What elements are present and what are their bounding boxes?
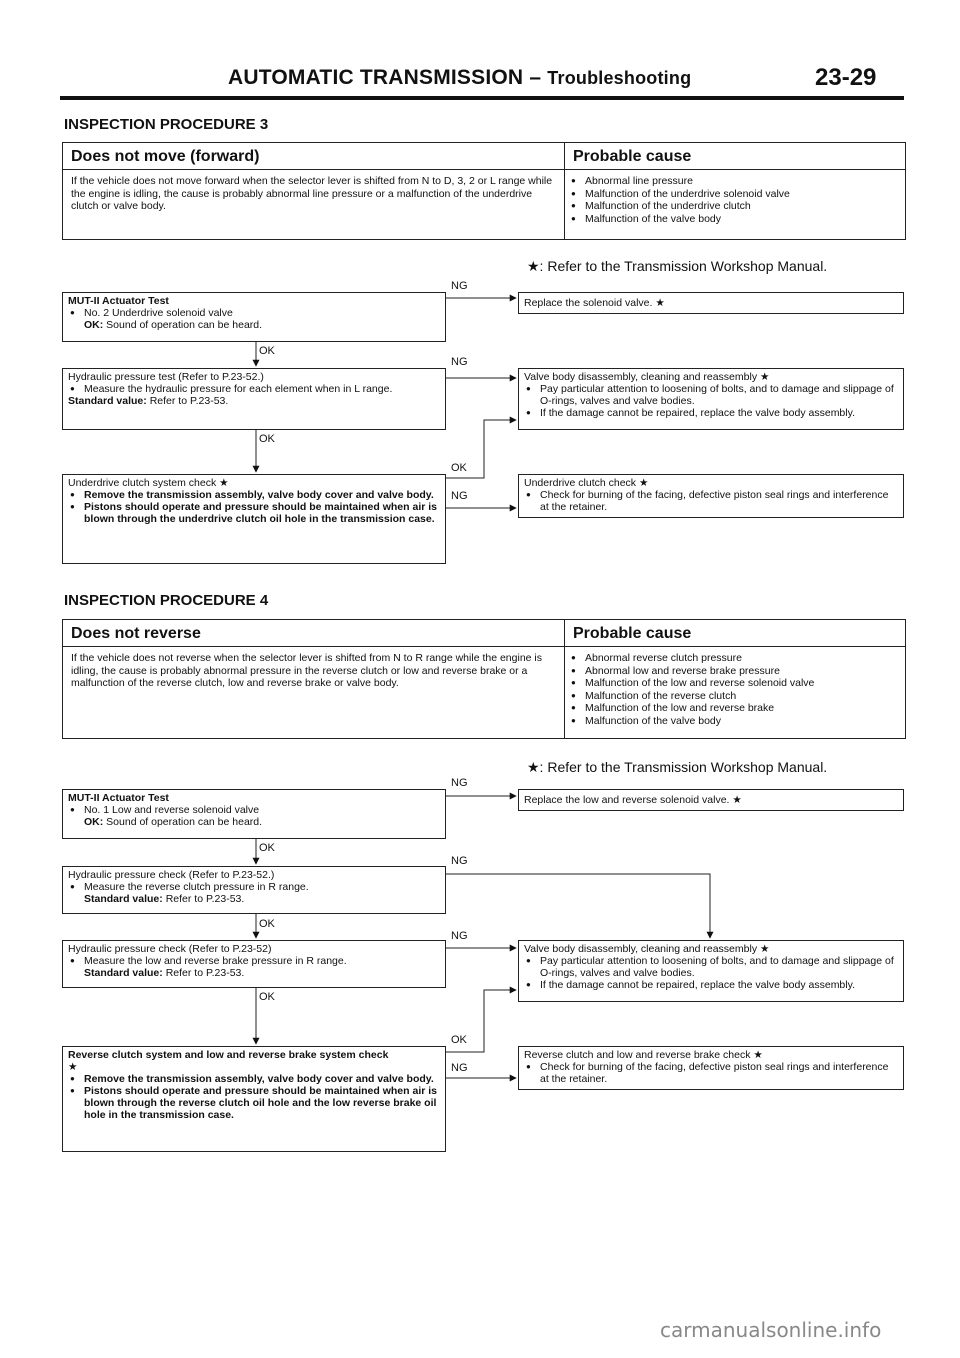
watermark: carmanualsonline.info — [660, 1318, 882, 1342]
proc3-ng-label-3: NG — [451, 490, 468, 502]
proc4-step4-ng-box: Reverse clutch and low and reverse brake check ★ ● Check for burning of the facing, defective piston seal rings and interference at the retainer. — [518, 1046, 904, 1090]
proc3-ok-label-2: OK — [259, 433, 275, 445]
proc4-ng-label-1: NG — [451, 777, 468, 789]
proc3-ng-label-1: NG — [451, 280, 468, 292]
proc4-ok-label-3: OK — [259, 991, 275, 1003]
proc3-cause-heading: Probable cause — [573, 148, 692, 165]
proc4-description: If the vehicle does not reverse when the selector lever is shifted from N to R range while the engine is idling, the cause is probably abnormal pressure in the reverse clutch or low and reverse brake or a malfunction of the reverse clutch, low and reverse brake or valve body. — [71, 652, 542, 689]
cause-item: ● Abnormal line pressure — [569, 175, 899, 188]
cause-item: ● Malfunction of the reverse clutch — [569, 690, 899, 703]
proc4-step1-box: MUT-II Actuator Test ● No. 1 Low and reverse solenoid valve OK: Sound of operation can be heard. — [62, 789, 446, 839]
proc4-step3-ng-box: Valve body disassembly, cleaning and reassembly ★ ● Pay particular attention to loosening of bolts, and to damage and slippage of O-rings, valves and valve bodies. ● If the damage cannot be repaired, replace the valve body assembly. — [518, 940, 904, 1002]
proc3-step3-ng-box: Underdrive clutch check ★ ● Check for burning of the facing, defective piston seal rings and interference at the retainer. — [518, 474, 904, 518]
proc4-ok-label-4: OK — [451, 1034, 467, 1046]
proc4-ng-label-2: NG — [451, 855, 468, 867]
cause-item: ● Malfunction of the low and reverse brake — [569, 702, 899, 715]
proc3-title: INSPECTION PROCEDURE 3 — [64, 116, 269, 133]
proc4-cause-heading: Probable cause — [573, 625, 692, 642]
proc4-step4-box: Reverse clutch system and low and reverse brake system check ★ ● Remove the transmission assembly, valve body cover and valve body. ● Pistons should operate and pressure should be maintained when air is blown through the reverse clutch oil hole and the low reverse brake oil hole in the transmission case. — [62, 1046, 446, 1152]
proc4-title: INSPECTION PROCEDURE 4 — [64, 592, 269, 609]
proc4-symptom: Does not reverse — [71, 625, 201, 642]
proc3-ng-label-2: NG — [451, 356, 468, 368]
proc4-ng-label-4: NG — [451, 1062, 468, 1074]
proc3-ok-label-1: OK — [259, 345, 275, 357]
cause-item: ● Malfunction of the underdrive solenoid valve — [569, 188, 899, 201]
cause-item: ● Abnormal low and reverse brake pressure — [569, 665, 899, 678]
proc3-description: If the vehicle does not move forward when the selector lever is shifted from N to D, 3, 2 or L range while the engine is idling, the cause is probably abnormal line pressure or a malfunction of the underdrive clutch or valve body. — [71, 175, 553, 212]
cause-item: ● Malfunction of the valve body — [569, 715, 899, 728]
proc4-ok-label-1: OK — [259, 842, 275, 854]
page-number: 23-29 — [815, 64, 877, 91]
proc3-step3-box: Underdrive clutch system check ★ ● Remove the transmission assembly, valve body cover and valve body. ● Pistons should operate and pressure should be maintained when air is blown through the underdrive clutch oil hole in the transmission case. — [62, 474, 446, 564]
proc3-note: ★: Refer to the Transmission Workshop Manual. — [527, 258, 828, 274]
proc4-ng-label-3: NG — [451, 930, 468, 942]
proc3-step1-box: MUT-II Actuator Test ● No. 2 Underdrive solenoid valve OK: Sound of operation can be heard. — [62, 292, 446, 342]
proc3-ok-label-3: OK — [451, 462, 467, 474]
cause-item: ● Malfunction of the valve body — [569, 213, 899, 226]
proc3-step2-box: Hydraulic pressure test (Refer to P.23-52.) ● Measure the hydraulic pressure for each element when in L range. Standard value: Refer to P.23-53. — [62, 368, 446, 430]
cause-item: ● Abnormal reverse clutch pressure — [569, 652, 899, 665]
proc4-step1-ng-box: Replace the low and reverse solenoid valve. ★ — [518, 789, 904, 811]
proc3-step1-ng-box: Replace the solenoid valve. ★ — [518, 292, 904, 314]
proc3-symptom: Does not move (forward) — [71, 148, 260, 165]
proc4-note: ★: Refer to the Transmission Workshop Manual. — [527, 759, 828, 775]
cause-item: ● Malfunction of the low and reverse solenoid valve — [569, 677, 899, 690]
proc4-ok-label-2: OK — [259, 918, 275, 930]
proc3-step2-ng-box: Valve body disassembly, cleaning and reassembly ★ ● Pay particular attention to loosening of bolts, and to damage and slippage of O-rings, valves and valve bodies. ● If the damage cannot be repaired, replace the valve body assembly. — [518, 368, 904, 430]
proc4-step2-box: Hydraulic pressure check (Refer to P.23-52.) ● Measure the reverse clutch pressure in R range. Standard value: Refer to P.23-53. — [62, 866, 446, 914]
proc4-step3-box: Hydraulic pressure check (Refer to P.23-52) ● Measure the low and reverse brake pressure in R range. Standard value: Refer to P.23-53. — [62, 940, 446, 988]
page-header-title: AUTOMATIC TRANSMISSION – Troubleshooting — [228, 66, 692, 89]
cause-item: ● Malfunction of the underdrive clutch — [569, 200, 899, 213]
